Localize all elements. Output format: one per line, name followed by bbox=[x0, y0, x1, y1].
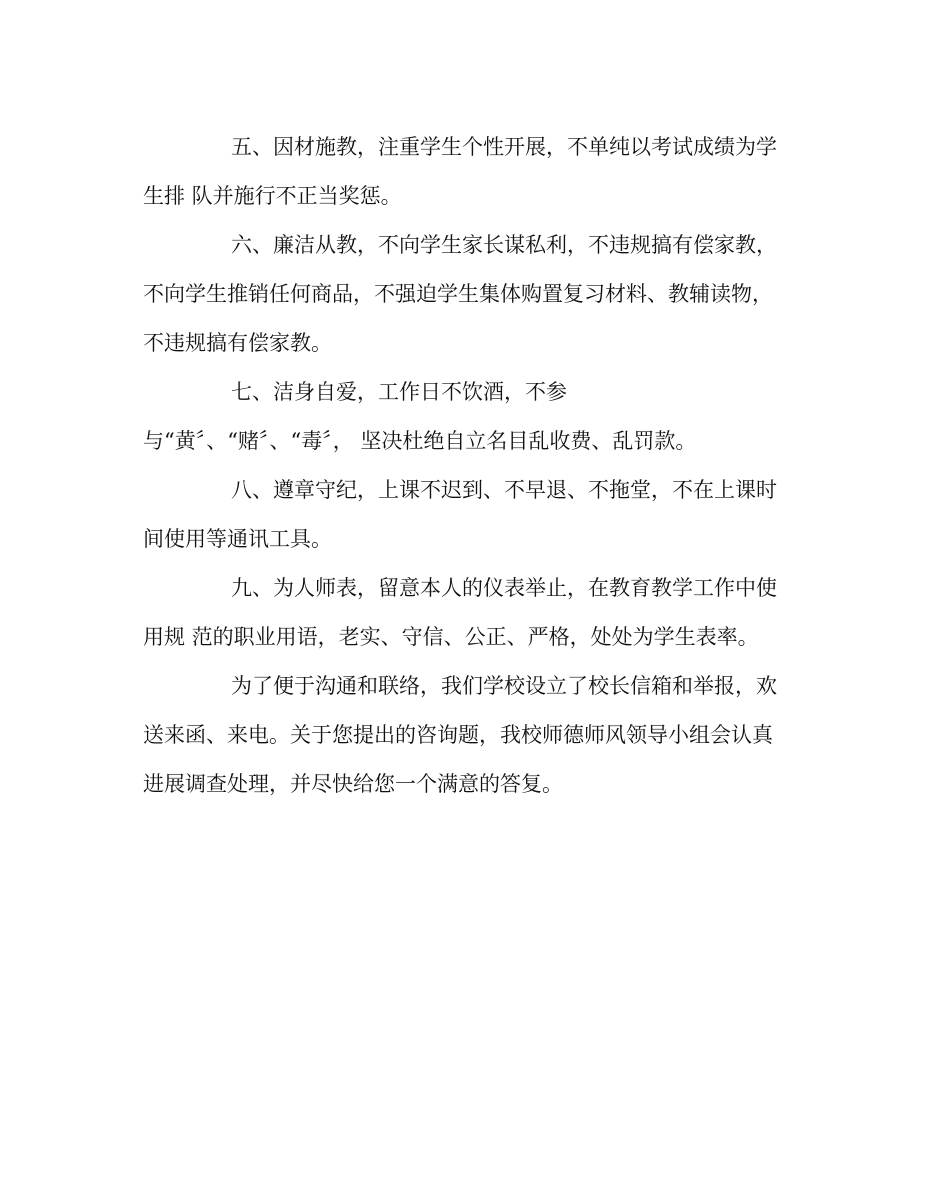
paragraph-8-line-2: 间使用等通讯工具。 bbox=[143, 527, 332, 551]
closing-paragraph-line-2: 送来函、来电。关于您提出的咨询题，我校师德师风领导小组会认真 bbox=[143, 723, 773, 747]
paragraph-6-line-1: 六、廉洁从教，不向学生家长谋私利，不违规搞有偿家教， bbox=[231, 233, 777, 257]
paragraph-5-line-1: 五、因材施教，注重学生个性开展，不单纯以考试成绩为学 bbox=[231, 135, 777, 159]
paragraph-7-line-1: 七、洁身自爱，工作日不饮酒，不参 bbox=[231, 380, 567, 404]
paragraph-6-line-3: 不违规搞有偿家教。 bbox=[143, 331, 332, 355]
paragraph-5-line-2: 生排 队并施行不正当奖惩。 bbox=[143, 184, 402, 208]
paragraph-9-line-2: 用规 范的职业用语，老实、守信、公正、严格，处处为学生表率。 bbox=[143, 625, 759, 649]
document-body bbox=[143, 123, 803, 809]
paragraph-8-line-1: 八、遵章守纪，上课不迟到、不早退、不拖堂，不在上课时 bbox=[231, 478, 777, 502]
paragraph-7-line-2: 与“黄〞、“赌〞、“毒〞， 坚决杜绝自立名目乱收费、乱罚款。 bbox=[143, 429, 697, 453]
closing-paragraph-line-1: 为了便于沟通和联络，我们学校设立了校长信箱和举报，欢 bbox=[231, 674, 777, 698]
paragraph-9-line-1: 九、为人师表，留意本人的仪表举止，在教育教学工作中使 bbox=[231, 576, 777, 600]
closing-paragraph-line-3: 进展调查处理，并尽快给您一个满意的答复。 bbox=[143, 772, 563, 796]
paragraph-6-line-2: 不向学生推销任何商品，不强迫学生集体购置复习材料、教辅读物， bbox=[143, 282, 773, 306]
